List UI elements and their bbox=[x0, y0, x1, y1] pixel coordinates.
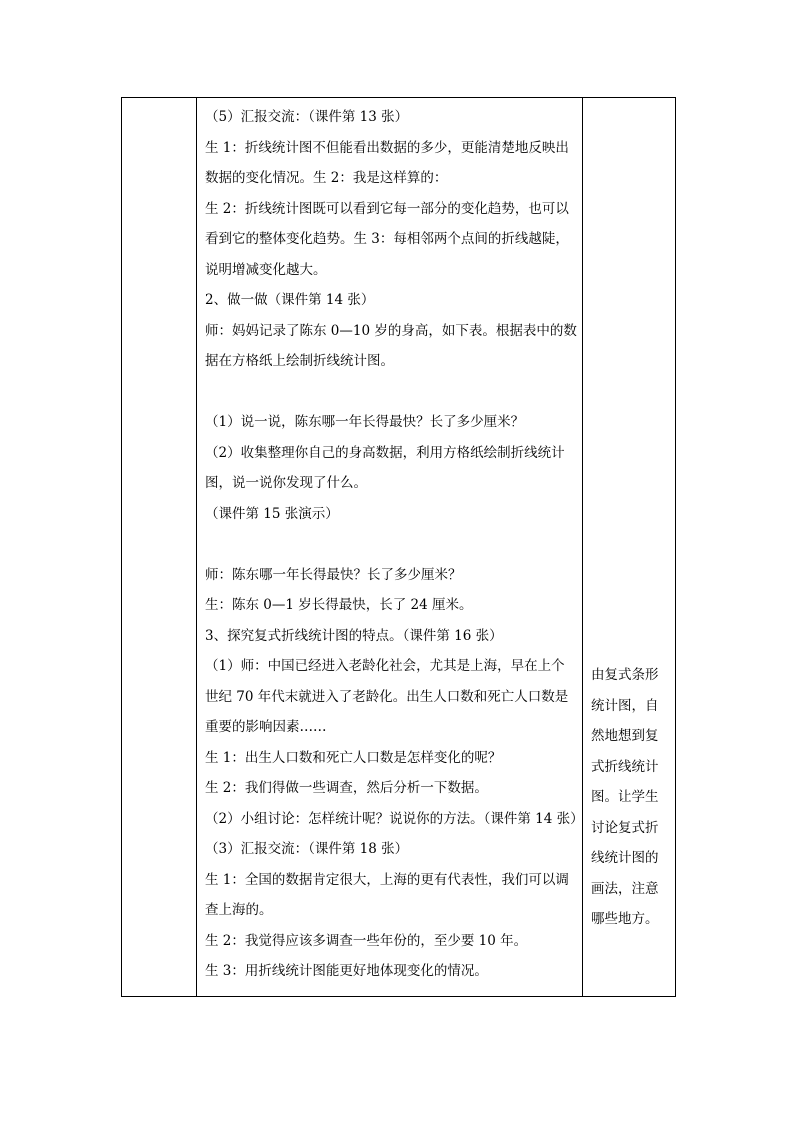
text-line: 数据的变化情况。生 2：我是这样算的： bbox=[205, 170, 448, 186]
text-line: 师：陈东哪一年长得最快？长了多少厘米？ bbox=[205, 566, 462, 583]
note-line: 讨论复式折 bbox=[591, 819, 659, 836]
text-line: （2）小组讨论：怎样统计呢？说说你的方法。（课件第 14 张） bbox=[205, 810, 584, 827]
note-line: 式折线统计 bbox=[591, 758, 659, 775]
text-line: 生 3：用折线统计图能更好地体现变化的情况。 bbox=[205, 963, 488, 979]
blank-line bbox=[205, 529, 576, 560]
text-line: （1）师：中国已经进入老龄化社会，尤其是上海，早在上个 bbox=[205, 658, 565, 674]
text-line: 3、探究复式折线统计图的特点。（课件第 16 张） bbox=[205, 627, 503, 644]
note-line: 画法，注意 bbox=[591, 880, 659, 897]
text-line: 生 1：出生人口数和死亡人口数是怎样变化的呢？ bbox=[205, 749, 502, 766]
text-line: 生 2：我觉得应该多调查一些年份的，至少要 10 年。 bbox=[205, 932, 528, 949]
note-line: 图。让学生 bbox=[591, 789, 659, 805]
text-line: 图，说一说你发现了什么。 bbox=[205, 475, 367, 491]
text-line: 生 1：全国的数据肯定很大，上海的更有代表性，我们可以调 bbox=[205, 871, 569, 888]
teaching-process-cell bbox=[197, 98, 583, 997]
blank-line bbox=[205, 377, 576, 408]
text-line: （1）说一说，陈东哪一年长得最快？长了多少厘米？ bbox=[205, 414, 525, 430]
text-line: （课件第 15 张演示） bbox=[205, 505, 339, 522]
text-line: （2）收集整理你自己的身高数据，利用方格纸绘制折线统计 bbox=[205, 444, 565, 461]
text-line: 生 2：折线统计图既可以看到它每一部分的变化趋势，也可以 bbox=[205, 200, 569, 217]
note-line: 然地想到复 bbox=[591, 728, 659, 744]
text-line: 据在方格纸上绘制折线统计图。 bbox=[205, 353, 394, 369]
note-line: 统计图，自 bbox=[591, 697, 659, 714]
text-line: 查上海的。 bbox=[205, 902, 273, 918]
text-line: 2、做一做（课件第 14 张） bbox=[205, 292, 375, 308]
left-column-cell bbox=[122, 98, 197, 997]
text-line: 师：妈妈记录了陈东 0—10 岁的身高，如下表。根据表中的数 bbox=[205, 322, 577, 339]
text-line: （3）汇报交流：（课件第 18 张） bbox=[205, 841, 409, 857]
note-line: 由复式条形 bbox=[591, 667, 659, 683]
note-line: 线统计图的 bbox=[591, 850, 659, 866]
text-line: 生 2：我们得做一些调查，然后分析一下数据。 bbox=[205, 780, 488, 796]
text-line: 重要的影响因素…… bbox=[205, 719, 327, 735]
text-line: （5）汇报交流：（课件第 13 张） bbox=[205, 109, 409, 125]
text-line: 生：陈东 0—1 岁长得最快，长了 24 厘米。 bbox=[205, 597, 473, 613]
text-line: 世纪 70 年代末就进入了老龄化。出生人口数和死亡人口数是 bbox=[205, 688, 569, 705]
design-intent-text bbox=[583, 98, 675, 935]
note-line: 哪些地方。 bbox=[591, 911, 659, 927]
text-line: 生 1：折线统计图不但能看出数据的多少，更能清楚地反映出 bbox=[205, 139, 569, 156]
text-line: 说明增减变化越大。 bbox=[205, 261, 327, 278]
table-row bbox=[122, 98, 676, 997]
teaching-process-text bbox=[197, 98, 582, 996]
text-line: 看到它的整体变化趋势。生 3：每相邻两个点间的折线越陡， bbox=[205, 231, 569, 247]
design-intent-cell bbox=[583, 98, 676, 997]
lesson-plan-table bbox=[121, 97, 676, 997]
